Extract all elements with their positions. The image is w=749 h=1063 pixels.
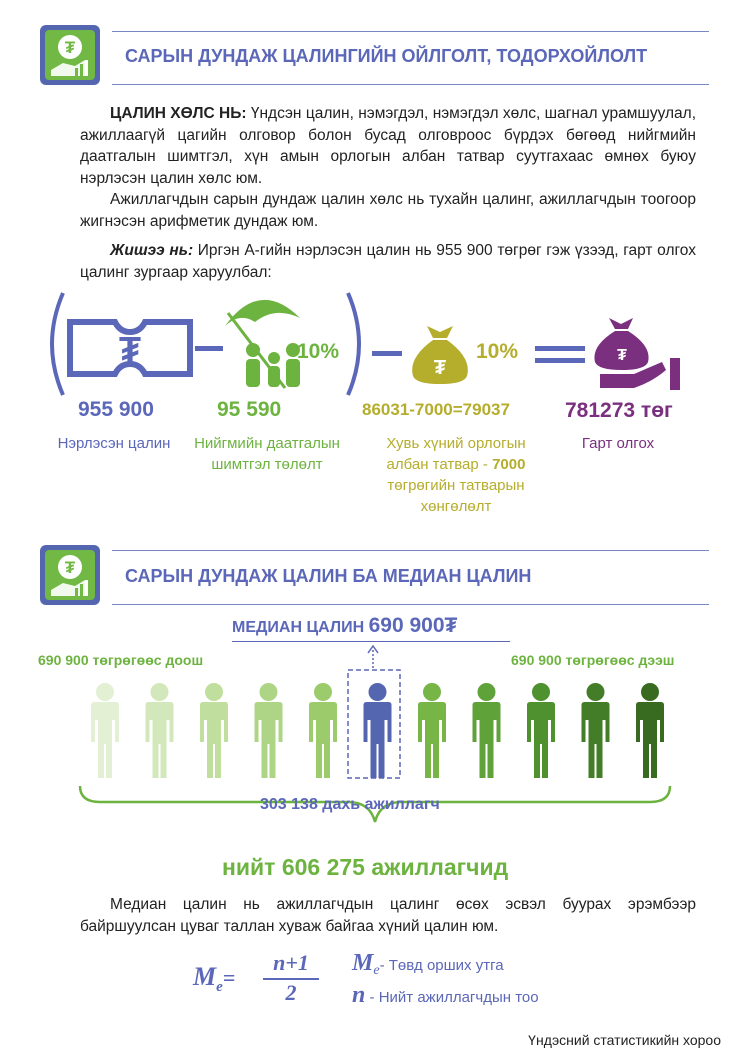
svg-text:₮: ₮	[617, 347, 627, 364]
calc-graphic-right	[372, 318, 749, 400]
header-rule-bottom	[112, 84, 709, 85]
arrow-up-icon	[368, 646, 378, 668]
above-median-label: 690 900 төгрөгөөс дээш	[511, 652, 675, 668]
hand-money-bag-icon	[594, 318, 680, 390]
person-icon	[146, 683, 174, 778]
formula-me-sub: e	[216, 979, 223, 996]
person-icon	[527, 683, 555, 778]
tax-caption-a: Хувь хүний орлогын албан татвар -	[386, 435, 526, 473]
median-label: МЕДИАН ЦАЛИН	[232, 619, 365, 636]
gross-salary-value: 955 900	[78, 398, 154, 421]
header2-rule-top	[112, 550, 709, 551]
minus-sign-1	[195, 346, 223, 351]
insurance-percent: 10%	[297, 340, 340, 363]
gross-salary-caption: Нэрлэсэн цалин	[57, 435, 171, 452]
insurance-value: 95 590	[217, 398, 282, 421]
footer-org: Үндэсний статистикийн хороо	[528, 1032, 721, 1048]
legend-n-symbol: n	[352, 982, 366, 1008]
legend-n-desc: - Нийт ажиллагчдын тоо	[365, 989, 539, 1006]
person-icon	[255, 683, 283, 778]
person-icon	[309, 683, 337, 778]
me-legend	[352, 950, 504, 979]
formula-me-symbol: M	[193, 962, 217, 991]
person-icon	[473, 683, 501, 778]
salary-definition-label: ЦАЛИН ХӨЛС НЬ:	[110, 105, 247, 122]
minus-sign-2	[372, 351, 402, 356]
person-icon	[582, 683, 610, 778]
person-icon	[91, 683, 119, 778]
salary-definition	[80, 103, 696, 189]
below-median-label: 690 900 төгрөгөөс доош	[38, 652, 204, 668]
svg-text:₮: ₮	[119, 329, 141, 370]
header-rule-top	[112, 31, 709, 32]
insurance-caption: Нийгмийн даатгалын шимтгэл төлөлт	[194, 435, 340, 473]
logo-icon	[40, 25, 100, 85]
median-definition: Медиан цалин нь ажиллагчдын цалинг өсөх эсвэл буурах эрэмбээр байршуулсан цуваг таллан хуваж байгаа хүний цалин юм.	[80, 896, 696, 935]
person-icon	[636, 683, 664, 778]
svg-text:₮: ₮	[64, 558, 76, 577]
net-salary-caption: Гарт олгох	[581, 435, 655, 452]
example-text: Иргэн А-гийн нэрлэсэн цалин нь 955 900 төгрөг гэж үзээд, гарт олгох цалинг зургаар харуулбал:	[80, 242, 696, 281]
left-paren-icon	[52, 293, 63, 395]
person-icon	[200, 683, 228, 778]
tax-caption	[366, 433, 546, 517]
section1-title: САРЫН ДУНДАЖ ЦАЛИНГИЙН ОЙЛГОЛТ, ТОДОРХОЙЛОЛТ	[125, 46, 648, 66]
legend-me-sub: e	[373, 963, 380, 979]
tax-percent: 10%	[476, 340, 519, 363]
section2-title: САРЫН ДУНДАЖ ЦАЛИН БА МЕДИАН ЦАЛИН	[125, 566, 532, 586]
tax-caption-b: 7000	[492, 456, 526, 473]
money-bag-icon	[412, 326, 468, 384]
svg-text:₮: ₮	[433, 357, 447, 379]
example-label: Жишээ нь:	[110, 242, 194, 259]
person-icon	[418, 683, 446, 778]
banknote-icon	[70, 322, 190, 374]
total-workers-label: нийт 606 275 ажиллагчид	[222, 854, 509, 880]
formula-denominator: 2	[285, 980, 297, 1005]
tax-caption-c: төгрөгийн татварын хөнгөлөлт	[387, 477, 525, 515]
equals-sign-top	[535, 346, 585, 351]
legend-me-desc: - Төвд орших утга	[379, 957, 504, 974]
person-icon	[364, 683, 392, 778]
formula-numerator: n+1	[273, 950, 309, 975]
tax-value: 86031-7000=79037	[362, 400, 510, 419]
umbrella-family-icon	[225, 300, 300, 388]
logo-icon-2	[40, 545, 100, 605]
average-definition: Ажиллагчдын сарын дундаж цалин хөлс нь тухайн цалинг, ажиллагчдын тоогоор жигнэсэн арифметик дундаж юм.	[80, 191, 696, 230]
legend-me-symbol: M	[352, 950, 374, 976]
n-legend	[352, 982, 539, 1009]
people-row	[80, 676, 680, 786]
median-value: 690 900₮	[368, 614, 458, 637]
net-salary-value: 781273 төг	[565, 399, 673, 422]
svg-text:₮: ₮	[64, 38, 76, 57]
median-underline	[232, 641, 510, 642]
median-heading	[232, 614, 457, 638]
equals-sign-bottom	[535, 358, 585, 363]
header2-rule-bottom	[112, 604, 709, 605]
salary-definition-text: Үндсэн цалин, нэмэгдэл, нэмэгдэл хөлс, шагнал урамшуулал, ажиллаагүй цагийн олговор болон бусад олговроос бүрдэх бөгөөд нийгмийн даатгалын шимтгэл, хүн амын орлогын албан татвар суутгахаас өмнөх буюу нэрлэсэн цалин хөлс юм.	[80, 105, 696, 187]
median-formula: $M_e=$ n+1 2	[193, 950, 613, 1010]
example-paragraph	[80, 240, 696, 283]
median-worker-label: 303 138 дахь ажиллагч	[260, 796, 440, 813]
